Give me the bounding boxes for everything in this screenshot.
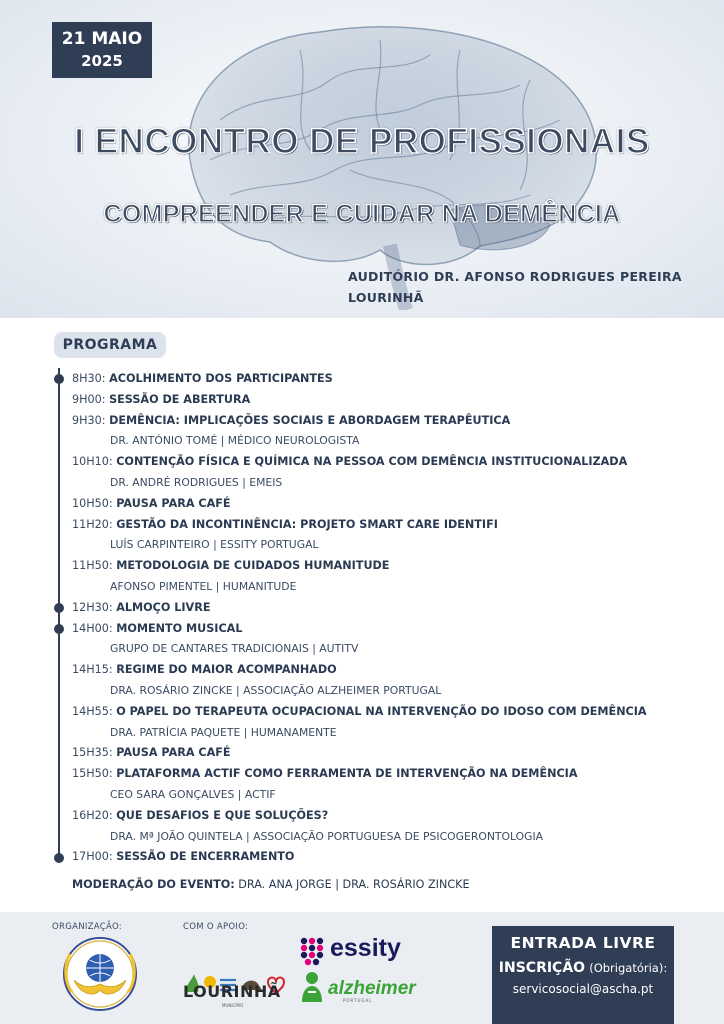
program-item bbox=[72, 598, 712, 619]
venue-name: AUDITÓRIO DR. AFONSO RODRIGUES PEREIRA bbox=[348, 269, 682, 284]
event-subtitle: COMPREENDER E CUIDAR NA DEMÊNCIA bbox=[103, 200, 621, 228]
timeline-dot-end bbox=[54, 853, 64, 863]
program-time: 15H50: bbox=[72, 767, 113, 781]
program-time: 12H30: bbox=[72, 600, 113, 614]
program-time: 11H20: bbox=[72, 517, 113, 531]
timeline-line bbox=[58, 368, 60, 858]
program-event: O PAPEL DO TERAPEUTA OCUPACIONAL NA INTERVENÇÃO DO IDOSO COM DEMÊNCIA bbox=[116, 704, 647, 718]
event-date-year: 2025 bbox=[81, 52, 123, 70]
header-banner bbox=[0, 0, 724, 318]
program-time: 9H30: bbox=[72, 413, 106, 427]
program-time: 11H50: bbox=[72, 559, 113, 573]
program-item bbox=[72, 743, 712, 764]
program-event: ACOLHIMENTO DOS PARTICIPANTES bbox=[109, 372, 333, 385]
program-event: SESSÃO DE ENCERRAMENTO bbox=[116, 850, 295, 864]
program-event: MOMENTO MUSICAL bbox=[116, 621, 243, 635]
event-date bbox=[52, 22, 152, 78]
moderation bbox=[72, 878, 470, 891]
inscription-note: (Obrigatória): bbox=[589, 961, 668, 975]
moderation-value: DRA. ANA JORGE | DRA. ROSÁRIO ZINCKE bbox=[234, 878, 470, 891]
program-event: REGIME DO MAIOR ACOMPANHADO bbox=[116, 663, 337, 677]
program-label: PROGRAMA bbox=[54, 332, 166, 358]
program-item bbox=[72, 847, 712, 868]
program-speaker: DRA. PATRÍCIA PAQUETE | HUMANAMENTE bbox=[110, 725, 337, 739]
program-event: PAUSA PARA CAFÉ bbox=[116, 496, 231, 510]
registration-box bbox=[492, 926, 674, 1024]
program-event: CONTENÇÃO FÍSICA E QUÍMICA NA PESSOA COM DEMÊNCIA INSTITUCIONALIZADA bbox=[116, 455, 628, 469]
program-item bbox=[72, 515, 712, 536]
registration-email[interactable]: servicosocial@ascha.pt bbox=[512, 982, 654, 996]
program-item bbox=[72, 452, 712, 473]
program-time: 14H55: bbox=[72, 704, 113, 718]
organization-label: ORGANIZAÇÃO: bbox=[52, 922, 122, 932]
program-item bbox=[72, 764, 712, 785]
program-item bbox=[72, 556, 712, 577]
lourinha-subtext: MUNICÍPIO bbox=[222, 1003, 244, 1008]
program-time: 14H15: bbox=[72, 663, 113, 677]
program-event: PAUSA PARA CAFÉ bbox=[116, 746, 231, 760]
program-time: 10H50: bbox=[72, 496, 113, 510]
program-event: ALMOÇO LIVRE bbox=[116, 600, 211, 614]
program-time: 17H00: bbox=[72, 850, 113, 864]
event-title: I ENCONTRO DE PROFISSIONAIS bbox=[74, 122, 650, 161]
alzheimer-subtext: PORTUGAL bbox=[343, 998, 373, 1003]
footer bbox=[0, 912, 724, 1024]
program-event: SESSÃO DE ABERTURA bbox=[109, 392, 251, 406]
program-event: GESTÃO DA INCONTINÊNCIA: PROJETO SMART CARE IDENTIFI bbox=[116, 517, 498, 531]
support-label: COM O APOIO: bbox=[183, 922, 249, 932]
program-item bbox=[72, 806, 712, 827]
program-speaker: DR. ANTÓNIO TOMÉ | MÉDICO NEUROLOGISTA bbox=[110, 434, 360, 448]
program-speaker: DRA. Mª JOÃO QUINTELA | ASSOCIAÇÃO PORTUGUESA DE PSICOGERONTOLOGIA bbox=[110, 829, 544, 843]
inscription-line bbox=[492, 960, 674, 976]
program-event: QUE DESAFIOS E QUE SOLUÇÕES? bbox=[116, 808, 329, 822]
program-item bbox=[72, 494, 712, 515]
program-speaker: LUÍS CARPINTEIRO | ESSITY PORTUGAL bbox=[110, 538, 319, 552]
program-time: 14H00: bbox=[72, 621, 113, 635]
program-speaker: DR. ANDRÉ RODRIGUES | EMEIS bbox=[110, 475, 283, 489]
program-item bbox=[72, 411, 712, 432]
program-event: DEMÊNCIA: IMPLICAÇÕES SOCIAIS E ABORDAGEM TERAPÊUTICA bbox=[109, 413, 511, 427]
program-speaker: DRA. ROSÁRIO ZINCKE | ASSOCIAÇÃO ALZHEIMER PORTUGAL bbox=[110, 683, 442, 697]
program-item bbox=[72, 660, 712, 681]
program-event: METODOLOGIA DE CUIDADOS HUMANITUDE bbox=[116, 559, 390, 573]
program-item bbox=[72, 619, 712, 640]
program-speaker: AFONSO PIMENTEL | HUMANITUDE bbox=[110, 579, 297, 593]
program-item bbox=[72, 390, 712, 411]
program-time: 15H35: bbox=[72, 746, 113, 760]
timeline-dot-lunch bbox=[54, 603, 64, 613]
lourinha-wordmark: LOURINHÃ bbox=[183, 982, 281, 1001]
essity-wordmark: essity bbox=[330, 934, 401, 962]
alzheimer-logo-icon bbox=[298, 970, 326, 1004]
timeline-dot-start bbox=[54, 374, 64, 384]
program-item bbox=[72, 369, 712, 390]
program-item bbox=[72, 702, 712, 723]
program-time: 8H30: bbox=[72, 372, 106, 385]
alzheimer-wordmark: alzheimer bbox=[328, 978, 416, 999]
event-date-day: 21 MAIO bbox=[61, 29, 143, 49]
program-speaker: CEO SARA GONÇALVES | ACTIF bbox=[110, 787, 276, 801]
moderation-label: MODERAÇÃO DO EVENTO: bbox=[72, 878, 235, 891]
program-speaker: GRUPO DE CANTARES TRADICIONAIS | AUTITV bbox=[110, 642, 359, 656]
program-time: 9H00: bbox=[72, 392, 106, 406]
program-list bbox=[72, 369, 712, 868]
timeline-dot-afternoon bbox=[54, 624, 64, 634]
essity-logo-icon bbox=[298, 936, 326, 966]
free-entry-label: ENTRADA LIVRE bbox=[510, 934, 656, 952]
program-event: PLATAFORMA ACTIF COMO FERRAMENTA DE INTERVENÇÃO NA DEMÊNCIA bbox=[116, 767, 578, 781]
event-venue bbox=[348, 266, 708, 308]
organization-logo bbox=[50, 934, 150, 1016]
inscription-label: INSCRIÇÃO bbox=[498, 960, 586, 976]
program-time: 10H10: bbox=[72, 455, 113, 469]
venue-town: LOURINHÃ bbox=[348, 290, 424, 305]
program-time: 16H20: bbox=[72, 808, 113, 822]
